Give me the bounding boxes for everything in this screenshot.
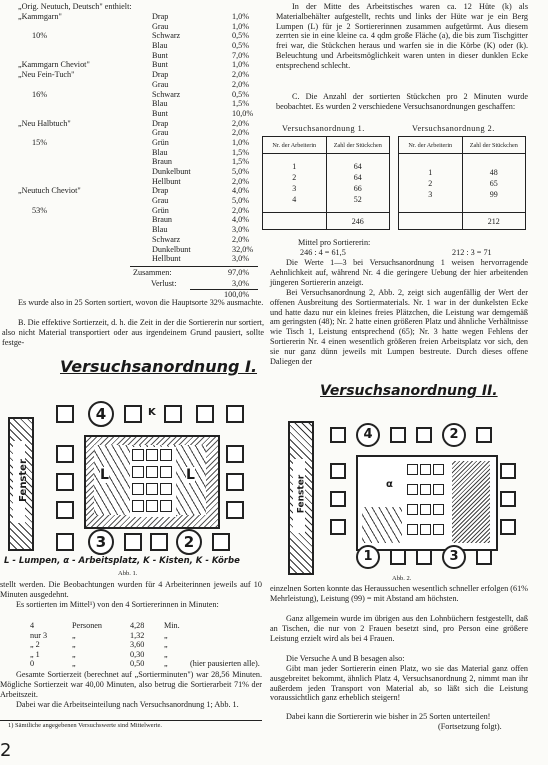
material-row [0, 138, 270, 148]
basket [330, 463, 346, 479]
table-value: 1 [428, 167, 433, 177]
color-share: 3,0% [232, 225, 250, 235]
minutes: 0,50 [130, 659, 145, 668]
material-row [0, 60, 270, 70]
unit: „ [164, 649, 168, 659]
label-L: L [100, 467, 109, 483]
minutes-row [14, 621, 264, 631]
col-header: Nr. der Arbeiterin [263, 137, 327, 154]
work-table [84, 435, 220, 529]
piece-counts [326, 154, 390, 213]
material-row [0, 235, 270, 245]
fabric-name: „Kammgarn Cheviot" [18, 60, 90, 70]
para-arbeitstisch: In der Mitte des Arbeitstisches waren ca. 12 Hüte (k) als Materialbehälter aufgestellt, rechts und links der Hüte war je ein Berg Lumpen (L) für je 2 Sortiererinnen zusammen aufgetürmt. Aus diesem zerrten sie in eine kleine ca. 4 qdm große Fläche (a), die bis zum Tischgitter frei war, die Stückchen heraus und warfen sie in die Körbe (K) oder (k). Beleuchtung und Arbeitsmöglichkeit waren unten in dieser dunklen Ecke entsprechend schlecht. [276, 2, 528, 70]
caption-abb-2: Abb. 2. [392, 575, 412, 582]
table-heading: „Orig. Neutuch, Deutsch" enthielt: [18, 2, 132, 11]
material-row [0, 80, 270, 90]
table-1-title: Versuchsanordnung 1. [282, 124, 365, 133]
color-share: 2,0% [232, 70, 250, 80]
fabric-share: 53% [32, 205, 48, 215]
para-lohnbuecher: Ganz allgemein wurde im übrigen aus den Lohnbüchern festgestellt, daß an Tischen, die nur von 2 Frauen besetzt sind, pro Person eine größere Leistung erzielt wird als bei 4 Frauen. [270, 614, 528, 643]
minutes-row [14, 640, 264, 650]
color-share: 5,0% [232, 196, 250, 206]
minutes: 3,60 [130, 640, 145, 649]
table-value: 64 [353, 173, 362, 182]
color-name: Schwarz [152, 234, 181, 244]
color-share: 1,0% [232, 12, 250, 21]
minutes-row [14, 650, 264, 660]
basket [56, 473, 74, 491]
persons: „ [72, 659, 76, 668]
minutes: 0,30 [130, 649, 145, 659]
color-name: Dunkelbunt [152, 167, 191, 176]
color-share: 5,0% [232, 167, 250, 176]
color-name: Braun [152, 215, 173, 225]
color-share: 2,0% [232, 118, 250, 128]
material-row [0, 128, 270, 138]
unit: Min. [164, 621, 180, 630]
basket [56, 445, 74, 463]
color-share: 0,5% [232, 89, 250, 99]
color-name: Grau [152, 79, 169, 89]
basket [500, 491, 516, 507]
sum-label: Zusammen: [133, 268, 172, 277]
basket [124, 405, 142, 423]
material-row [0, 215, 270, 225]
count: 4 [30, 621, 35, 630]
color-name: Hellbunt [152, 176, 181, 186]
material-row [0, 177, 270, 187]
para-gibt-man: Gibt man jeder Sortiererin einen Platz, wo sie das Material ganz offen ausgebreitet bekommt, ähnlich Platz 4, Versuchsanordnung 2, nimmt man ihr außerdem jeden Transport von Material ab, so läßt sich die Leistung voraussichtlich ganz erheblich steigern! [270, 664, 528, 703]
material-row [0, 51, 270, 61]
minutes: 4,28 [130, 621, 145, 630]
para-werte: Die Werte 1—3 bei Versuchsanordnung 1 weisen hervorragende Aehnlichkeit auf, während Nr. 4 die geringere Uebung der hier arbeitenden jüngeren Sortiererin anzeigt. [270, 258, 528, 287]
diagram-1 [0, 395, 272, 553]
para-arbeitseinteilung: Dabei war die Arbeitseinteilung nach Versuchsanordnung 1; Abb. 1. [16, 700, 239, 709]
basket [164, 405, 182, 423]
color-share: 1,5% [232, 99, 250, 109]
count: 0 [30, 659, 35, 668]
fabric-name: „Neutuch Cheviot" [18, 186, 81, 196]
basket [196, 405, 214, 423]
para-dabei: Dabei kann die Sortiererin wie bisher in 25 Sorten unterteilen! [286, 712, 491, 721]
basket [500, 463, 516, 479]
sum-rule [130, 266, 258, 267]
hat-grid [130, 447, 176, 517]
label-alpha: α [386, 479, 393, 490]
heading-versuchsanordnung-1: Versuchsanordnung I. [60, 357, 258, 376]
color-name: Drap [152, 12, 169, 21]
basket [500, 519, 516, 535]
table-value: 99 [489, 189, 498, 199]
color-share: 0,5% [232, 31, 250, 41]
table-value: 4 [292, 195, 297, 204]
color-share: 32,0% [232, 244, 254, 254]
color-name: Grün [152, 137, 169, 147]
basket [226, 473, 244, 491]
sum-cell: 246 [326, 213, 390, 230]
hat-grid [406, 463, 448, 543]
material-row [0, 245, 270, 255]
calc-1: 246 : 4 = 61,5 [300, 248, 346, 257]
loss-label: Verlust: [151, 279, 177, 288]
rag-heap-spread [452, 461, 490, 543]
count: „ 1 [30, 649, 40, 659]
worker-4: 4 [356, 423, 380, 447]
color-name: Schwarz [152, 31, 181, 41]
material-row [0, 22, 270, 32]
minutes-row [14, 659, 264, 669]
basket [330, 519, 346, 535]
basket [390, 549, 406, 565]
material-row [0, 12, 270, 22]
material-row [0, 109, 270, 119]
material-row [0, 186, 270, 196]
para-anzahl: C. Die Anzahl der sortierten Stückchen pro 2 Minuten wurde beobachtet. Es wurden 2 verschiedene Versuchsanordnungen geschaffen: [276, 92, 528, 111]
para-versuche: Die Versuche A und B besagen also: [286, 654, 405, 663]
color-share: 4,0% [232, 215, 250, 225]
minutes-row [14, 631, 264, 641]
fabric-share: 16% [32, 89, 48, 99]
unit: „ [164, 640, 168, 649]
color-name: Blau [152, 225, 168, 235]
basket [226, 405, 244, 423]
footnote: 1) Sämtliche angegebenen Versuchswerte sind Mittelwerte. [8, 722, 163, 729]
para-beobachtungen: stellt werden. Die Beobachtungen wurden für 4 Arbeiterinnen jeweils auf 10 Minuten ausgedehnt. [0, 580, 262, 599]
mittel-label: Mittel pro Sortiererin: [298, 238, 371, 247]
work-table [356, 455, 498, 551]
material-row [0, 167, 270, 177]
basket [416, 549, 432, 565]
color-name: Blau [152, 41, 168, 51]
basket [416, 427, 432, 443]
material-row [0, 225, 270, 235]
table-value: 52 [353, 195, 362, 204]
color-share: 3,0% [232, 254, 250, 264]
para-mittel: Es sortierten im Mittel¹) von den 4 Sortiererinnen in Minuten: [16, 600, 219, 609]
color-share: 0,5% [232, 41, 250, 51]
page-number: 2 [0, 740, 12, 761]
label-k: K [148, 407, 156, 418]
worker-1: 1 [356, 545, 380, 569]
rag-heap-small [362, 507, 402, 543]
basket [226, 445, 244, 463]
color-name: Blau [152, 147, 168, 157]
worker-2: 2 [176, 529, 202, 555]
basket [56, 533, 74, 551]
unit: „ [164, 659, 168, 668]
color-share: 1,0% [232, 137, 250, 147]
col-header: Zahl der Stückchen [326, 137, 390, 154]
basket [56, 501, 74, 519]
color-share: 1,5% [232, 147, 250, 157]
para-gesamte: Gesamte Sortierzeit (berechnet auf „Sortierminuten") war 28,56 Minuten. Mögliche Sortierzeit war 40,00 Minuten, also betrug die Sortierarbeit 71% der Arbeitszeit. [0, 670, 262, 699]
worker-3: 3 [442, 545, 466, 569]
table-value: 65 [489, 178, 498, 188]
color-share: 2,0% [232, 205, 250, 215]
unit: „ [164, 630, 168, 640]
table-value: 48 [489, 167, 498, 177]
color-share: 10,0% [232, 108, 254, 118]
basket [56, 405, 74, 423]
table-value: 2 [428, 178, 433, 188]
calc-2: 212 : 3 = 71 [452, 248, 492, 257]
table-value: 3 [428, 189, 433, 199]
color-name: Grau [152, 128, 169, 138]
fabric-name: „Neu Halbtuch" [18, 118, 71, 128]
para-sortierzeit: B. Die effektive Sortierzeit, d. h. die Zeit in der die Sortiererin nur sortiert, also nicht Material transportiert oder aus irgendeinem Grund pausiert, sollte festge- [2, 318, 264, 347]
table-value: 64 [353, 162, 362, 171]
total-value: 100,0% [224, 290, 250, 299]
material-row [0, 41, 270, 51]
persons: „ [72, 649, 76, 659]
material-row [0, 31, 270, 41]
para-sorten: einzelnen Sorten konnte das Heraussuchen wesentlich schneller erfolgen (61% Mehrleistung), Leistung (99) = mit Abstand am höchsten. [270, 584, 528, 603]
worker-numbers [399, 154, 463, 213]
persons: „ [72, 630, 76, 640]
basket [330, 491, 346, 507]
worker-4: 4 [88, 401, 114, 427]
basket [330, 427, 346, 443]
para-anordnung-2: Bei Versuchsanordnung 2, Abb. 2, zeigt sich augenfällig der Wert der offenen Ausbreitung des Sortiermaterials. Nr. 1 war in der dunkelsten Ecke und hatte dazu nur ein kleines freies Plätzchen, die Leistung war demgemäß am geringsten (48); Nr. 2 hatte einen größeren Platz und ähnliche Verhältnisse wie Tisch 1, Leistung entsprechend (65); Nr. 3 hatte wegen Fehlens der Sortiererin Nr. 4 einen wesentlich größeren freien Arbeitsplatz vor sich, den sie nur ganz dünn jeweils mit Lumpen bestreute. Durch dieses offene Daliegen der [270, 288, 528, 366]
table-value: 66 [353, 184, 362, 193]
label-L: L [186, 467, 195, 483]
basket [476, 427, 492, 443]
fabric-name: „Kammgarn" [18, 12, 62, 21]
color-share: 2,0% [232, 234, 250, 244]
table-value: 1 [292, 162, 297, 171]
material-row [0, 206, 270, 216]
minutes-table [14, 621, 264, 669]
color-name: Grün [152, 205, 169, 215]
material-row [0, 254, 270, 264]
color-share: 1,0% [232, 60, 250, 70]
basket [124, 533, 142, 551]
minutes: 1,32 [130, 630, 145, 640]
material-row [0, 99, 270, 109]
color-name: Braun [152, 157, 173, 167]
color-name: Grau [152, 21, 169, 31]
col-header: Zahl der Stückchen [462, 137, 526, 154]
worker-2: 2 [442, 423, 466, 447]
diagram-1-legend: L - Lumpen, α - Arbeitsplatz, K - Kisten, K - Körbe [4, 556, 240, 566]
color-name: Grau [152, 196, 169, 206]
color-name: Bunt [152, 60, 168, 70]
note: (hier pausierten alle). [190, 659, 260, 668]
result-table-1 [262, 136, 390, 230]
color-share: 7,0% [232, 50, 250, 60]
color-name: Bunt [152, 108, 168, 118]
basket [390, 427, 406, 443]
material-row [0, 90, 270, 100]
caption-abb-1: Abb. 1. [118, 570, 138, 577]
count: „ 2 [30, 640, 40, 649]
basket [212, 533, 230, 551]
color-share: 2,0% [232, 79, 250, 89]
material-row [0, 70, 270, 80]
persons: „ [72, 640, 76, 649]
piece-counts [462, 154, 526, 213]
color-share: 4,0% [232, 186, 250, 196]
diagram-2 [286, 405, 526, 570]
material-row [0, 157, 270, 167]
material-row [0, 148, 270, 158]
fabric-share: 15% [32, 137, 48, 147]
color-name: Hellbunt [152, 254, 181, 264]
color-name: Drap [152, 118, 169, 128]
color-name: Bunt [152, 50, 168, 60]
window-label: Fenster [296, 474, 307, 514]
basket [226, 501, 244, 519]
sum-cell: 212 [462, 213, 526, 230]
loss-value: 3,0% [232, 279, 250, 288]
basket [476, 549, 492, 565]
color-name: Drap [152, 186, 169, 196]
fabric-share: 10% [32, 31, 48, 41]
persons: Personen [72, 621, 103, 630]
color-share: 2,0% [232, 176, 250, 186]
heading-versuchsanordnung-2: Versuchsanordnung II. [320, 383, 498, 399]
para-sorts: Es wurde also in 25 Sorten sortiert, wovon die Hauptsorte 32% ausmachte. [18, 298, 264, 307]
color-name: Drap [152, 70, 169, 80]
col-header: Nr. der Arbeiterin [399, 137, 463, 154]
color-share: 2,0% [232, 128, 250, 138]
color-share: 1,0% [232, 21, 250, 31]
table-value: 3 [292, 184, 297, 193]
color-share: 1,5% [232, 157, 250, 167]
color-name: Blau [152, 99, 168, 109]
count: nur 3 [30, 630, 48, 640]
fortsetzung: (Fortsetzung folgt). [438, 722, 502, 731]
table-value: 2 [292, 173, 297, 182]
color-name: Schwarz [152, 89, 181, 99]
material-row [0, 196, 270, 206]
table-2-title: Versuchsanordnung 2. [412, 124, 495, 133]
color-name: Dunkelbunt [152, 244, 191, 254]
material-table [0, 12, 270, 264]
basket [150, 533, 168, 551]
result-table-2 [398, 136, 526, 230]
window-label: Fenster [17, 459, 29, 502]
sum-value: 97,0% [228, 268, 250, 277]
footnote-rule [0, 720, 262, 721]
fabric-name: „Neu Fein-Tuch" [18, 70, 75, 80]
material-row [0, 119, 270, 129]
worker-3: 3 [88, 529, 114, 555]
worker-numbers [263, 154, 327, 213]
